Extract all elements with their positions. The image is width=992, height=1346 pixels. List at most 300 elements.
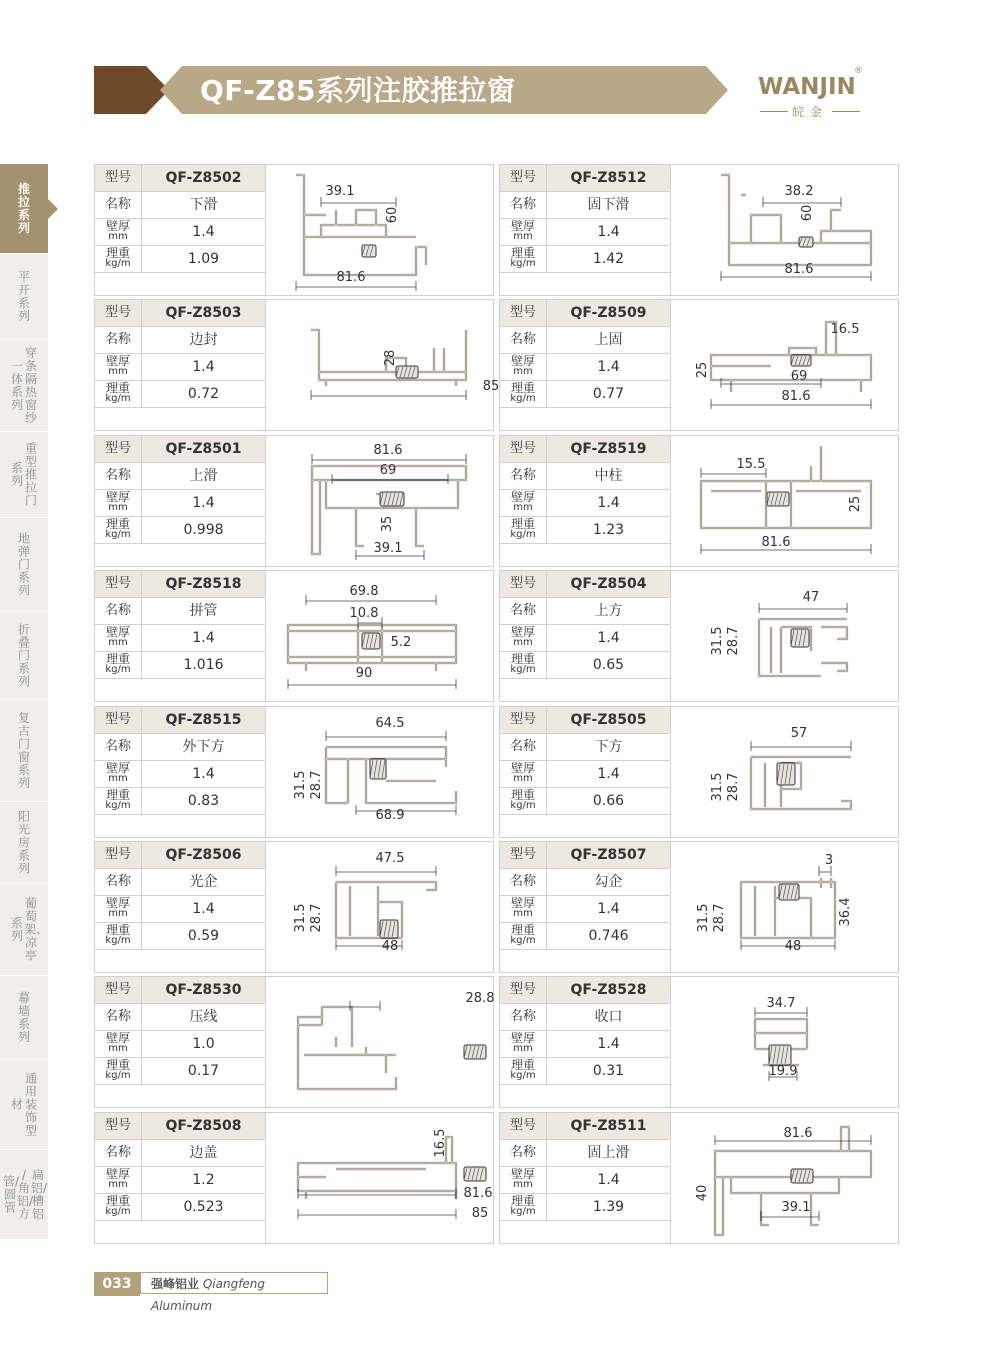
spec-blank: [95, 946, 266, 972]
spec-row-model: [500, 977, 670, 1004]
spec-row-wall-thickness: [500, 490, 670, 517]
spec-label-model: 型号: [500, 436, 547, 462]
sidebar-item-2[interactable]: [0, 254, 48, 340]
spec-label-weight: 理重 kg/m: [95, 788, 142, 814]
spec-row-model: [95, 436, 265, 463]
spec-blank: [500, 1217, 671, 1243]
sidebar-item-1[interactable]: [0, 164, 48, 254]
sidebar-item-label: 幕墙系列: [17, 990, 30, 1044]
dimension-label: 15.5: [736, 456, 766, 472]
spec-value-wall-thickness: 1.4: [142, 354, 266, 380]
spec-row-wall-thickness: [95, 1167, 265, 1194]
spec-label-model: 型号: [95, 977, 142, 1003]
dimension-label: 69: [790, 369, 808, 385]
spec-row-model: [95, 707, 265, 734]
profile-outline: [298, 1007, 396, 1089]
spec-row-model: [500, 1113, 670, 1140]
page-number: 033: [94, 1272, 140, 1296]
spec-value-name: 边封: [142, 327, 266, 353]
spec-blank: [95, 675, 266, 701]
profile-inner: [326, 747, 456, 803]
spec-value-model: QF-Z8512: [547, 165, 671, 191]
spec-row-model: [500, 300, 670, 327]
spec-blank: [95, 1217, 266, 1243]
spec-row-model: [95, 1113, 265, 1140]
spec-label-weight: 理重 kg/m: [95, 246, 142, 272]
dimension-label: 31.5: [710, 626, 725, 656]
spec-label-weight: 理重 kg/m: [500, 381, 547, 407]
profile-drawing: [671, 436, 898, 566]
product-card: [499, 1112, 899, 1244]
dimension-label: 31.5: [293, 903, 308, 933]
spec-label-weight: 理重 kg/m: [500, 1058, 547, 1084]
spec-table: [95, 707, 265, 815]
spec-value-wall-thickness: 1.4: [142, 761, 266, 787]
page-title: QF-Z85系列注胶推拉窗: [200, 74, 516, 107]
spec-label-wall-thickness: 壁厚 mm: [95, 896, 142, 922]
dimension-label: 57: [790, 725, 808, 741]
spec-value-weight: 0.72: [142, 381, 266, 407]
spec-label-name: 名称: [500, 1004, 547, 1030]
spec-row-wall-thickness: [95, 1031, 265, 1058]
dimension-label: 25: [695, 362, 710, 379]
spec-label-weight: 理重 kg/m: [500, 246, 547, 272]
profile-drawing: [266, 842, 493, 972]
spec-value-name: 中柱: [547, 463, 671, 489]
product-card: [94, 976, 494, 1108]
sidebar-item-label: 材: [10, 1097, 23, 1111]
spec-label-wall-thickness: 壁厚 mm: [500, 896, 547, 922]
spec-table: [95, 842, 265, 950]
sidebar-item-label: 地弹门系列: [17, 531, 30, 597]
profile-inner: [296, 175, 426, 275]
dimension-label: 31.5: [710, 772, 725, 802]
dimension-label: 31.5: [293, 770, 308, 800]
spec-blank: [500, 946, 671, 972]
dimension-label: 68.9: [375, 807, 405, 823]
profile-drawing: [266, 300, 500, 430]
spec-value-weight: 0.998: [142, 517, 266, 543]
spec-row-wall-thickness: [95, 761, 265, 788]
spec-value-model: QF-Z8504: [547, 571, 671, 597]
spec-value-name: 上滑: [142, 463, 266, 489]
spec-value-name: 光企: [142, 869, 266, 895]
dimension-label: 34.7: [766, 996, 796, 1012]
dimension-label: 3: [824, 853, 834, 868]
spec-value-wall-thickness: 1.4: [142, 490, 266, 516]
spec-label-wall-thickness: 壁厚 mm: [500, 1031, 547, 1057]
spec-value-model: QF-Z8501: [142, 436, 266, 462]
spec-value-model: QF-Z8518: [142, 571, 266, 597]
spec-value-wall-thickness: 1.4: [547, 354, 671, 380]
spec-row-name: [500, 192, 670, 219]
product-card: [94, 435, 494, 567]
profile-drawing: [671, 977, 898, 1107]
profile-drawing: [266, 707, 493, 837]
spec-label-weight: 理重 kg/m: [95, 1194, 142, 1220]
spec-label-name: 名称: [95, 327, 142, 353]
dimension-label: 39.1: [325, 184, 355, 199]
spec-row-name: [95, 327, 265, 354]
spec-row-model: [95, 977, 265, 1004]
spec-table: [95, 571, 265, 679]
spec-label-name: 名称: [500, 327, 547, 353]
spec-label-model: 型号: [500, 571, 547, 597]
header-accent-shape: [94, 66, 169, 114]
spec-label-wall-thickness: 壁厚 mm: [500, 625, 547, 651]
spec-label-model: 型号: [500, 707, 547, 733]
spec-value-wall-thickness: 1.4: [547, 1031, 671, 1057]
sidebar-item-label: 系列: [10, 460, 23, 488]
spec-blank: [95, 1081, 266, 1107]
spec-label-model: 型号: [500, 165, 547, 191]
dimension-label: 64.5: [375, 715, 405, 731]
sidebar-item-9[interactable]: [0, 884, 48, 976]
sidebar-item-4[interactable]: [0, 432, 48, 518]
spec-value-model: QF-Z8503: [142, 300, 266, 326]
spec-table: [500, 707, 670, 815]
profile-drawing-svg: [266, 842, 493, 972]
spec-value-weight: 0.31: [547, 1058, 671, 1084]
spec-label-model: 型号: [95, 842, 142, 868]
spec-value-wall-thickness: 1.4: [547, 896, 671, 922]
sidebar-item-12[interactable]: [0, 1150, 48, 1240]
spec-blank: [95, 811, 266, 837]
spec-label-wall-thickness: 壁厚 mm: [95, 625, 142, 651]
dimension-label: 69: [379, 462, 397, 478]
spec-row-name: [95, 598, 265, 625]
spec-value-weight: 0.77: [547, 381, 671, 407]
profile-drawing: [671, 842, 898, 972]
sidebar-item-11[interactable]: [0, 1060, 48, 1150]
spec-value-model: QF-Z8507: [547, 842, 671, 868]
spec-row-wall-thickness: [95, 219, 265, 246]
spec-value-name: 上方: [547, 598, 671, 624]
spec-row-wall-thickness: [500, 1167, 670, 1194]
spec-label-model: 型号: [95, 436, 142, 462]
dimension-label: 38.2: [784, 184, 814, 199]
spec-row-name: [95, 463, 265, 490]
product-card: [94, 570, 494, 702]
dimension-label: 40: [695, 1184, 710, 1202]
profile-drawing: [671, 707, 898, 837]
spec-row-name: [95, 734, 265, 761]
spec-row-name: [95, 1140, 265, 1167]
spec-value-weight: 0.523: [142, 1194, 266, 1220]
product-card: [94, 841, 494, 973]
product-card: [94, 164, 494, 296]
profile-drawing-svg: [266, 977, 493, 1107]
spec-row-model: [500, 165, 670, 192]
spec-value-name: 固下滑: [547, 192, 671, 218]
spec-value-wall-thickness: 1.4: [142, 625, 266, 651]
spec-label-weight: 理重 kg/m: [500, 923, 547, 949]
dimension-label: 48: [381, 939, 399, 954]
spec-row-name: [500, 869, 670, 896]
spec-row-model: [500, 707, 670, 734]
profile-inner: [701, 446, 871, 528]
spec-row-name: [500, 598, 670, 625]
spec-value-model: QF-Z8519: [547, 436, 671, 462]
dimension-label: 90: [355, 666, 373, 682]
spec-label-wall-thickness: 壁厚 mm: [500, 761, 547, 787]
dimension-label: 28: [383, 350, 398, 367]
profile-drawing: [671, 300, 898, 430]
spec-value-name: 边盖: [142, 1140, 266, 1166]
dimension-label: 19.9: [768, 1064, 798, 1080]
sidebar-item-label: 一体系列: [10, 358, 23, 412]
dimension-label: 85: [482, 379, 500, 395]
dimension-label: 47: [802, 590, 820, 606]
spec-row-model: [500, 842, 670, 869]
spec-blank: [95, 540, 266, 566]
spec-row-model: [95, 842, 265, 869]
registered-mark: ®: [854, 66, 863, 76]
profile-drawing-svg: [671, 707, 898, 837]
profile-drawing: [266, 571, 493, 701]
spec-label-wall-thickness: 壁厚 mm: [95, 761, 142, 787]
spec-row-name: [500, 1004, 670, 1031]
sidebar-item-label: 系列: [10, 915, 23, 943]
spec-label-weight: 理重 kg/m: [95, 517, 142, 543]
spec-label-weight: 理重 kg/m: [95, 923, 142, 949]
product-card: [499, 570, 899, 702]
dimension-label: 28.7: [726, 626, 741, 656]
spec-table: [500, 300, 670, 408]
spec-label-weight: 理重 kg/m: [95, 652, 142, 678]
spec-label-weight: 理重 kg/m: [500, 652, 547, 678]
spec-label-name: 名称: [95, 463, 142, 489]
sidebar-item-6[interactable]: [0, 612, 48, 700]
spec-table: [500, 436, 670, 544]
spec-row-wall-thickness: [500, 219, 670, 246]
spec-label-name: 名称: [95, 869, 142, 895]
spec-label-name: 名称: [500, 734, 547, 760]
product-card: [499, 976, 899, 1108]
spec-label-name: 名称: [95, 734, 142, 760]
spec-blank: [500, 404, 671, 430]
sidebar-item-7[interactable]: [0, 700, 48, 802]
spec-label-name: 名称: [500, 192, 547, 218]
spec-row-name: [500, 327, 670, 354]
profile-drawing-svg: [671, 977, 898, 1107]
spec-value-name: 勾企: [547, 869, 671, 895]
dimension-label: 28.7: [726, 772, 741, 802]
spec-value-wall-thickness: 1.2: [142, 1167, 266, 1193]
page-footer: [94, 1272, 330, 1313]
spec-value-weight: 0.83: [142, 788, 266, 814]
dimension-label: 69.8: [349, 584, 379, 600]
spec-label-wall-thickness: 壁厚 mm: [500, 354, 547, 380]
spec-row-model: [95, 300, 265, 327]
sidebar-item-10[interactable]: [0, 976, 48, 1060]
sidebar-item-label: /角铝/方: [17, 1167, 34, 1221]
spec-blank: [95, 404, 266, 430]
spec-value-wall-thickness: 1.4: [547, 761, 671, 787]
spec-label-model: 型号: [95, 571, 142, 597]
spec-value-model: QF-Z8528: [547, 977, 671, 1003]
spec-label-wall-thickness: 壁厚 mm: [95, 490, 142, 516]
product-card: [499, 841, 899, 973]
profile-drawing-svg: [266, 165, 493, 295]
spec-label-wall-thickness: 壁厚 mm: [95, 354, 142, 380]
spec-label-weight: 理重 kg/m: [95, 381, 142, 407]
sidebar-item-label: 平开系列: [17, 269, 30, 323]
spec-row-wall-thickness: [95, 625, 265, 652]
spec-row-wall-thickness: [500, 761, 670, 788]
spec-value-model: QF-Z8511: [547, 1113, 671, 1139]
dimension-label: 81.6: [373, 442, 403, 458]
profile-drawing-svg: [266, 300, 500, 430]
logo-chinese: 皖金: [792, 105, 829, 119]
spec-row-model: [500, 436, 670, 463]
spec-table: [95, 165, 265, 273]
dimension-label: 81.6: [336, 270, 366, 285]
product-card: [94, 1112, 494, 1244]
spec-value-model: QF-Z8502: [142, 165, 266, 191]
spec-row-wall-thickness: [500, 625, 670, 652]
footer-company: [140, 1272, 328, 1313]
spec-label-name: 名称: [95, 1004, 142, 1030]
spec-value-weight: 0.59: [142, 923, 266, 949]
spec-table: [500, 571, 670, 679]
sidebar-item-label: 折叠门系列: [17, 622, 30, 688]
product-card: [499, 299, 899, 431]
profile-drawing: [266, 165, 493, 295]
dimension-label: 81.6: [781, 389, 811, 405]
logo-wordmark: WANJIN: [758, 74, 856, 100]
profile-drawing: [671, 571, 898, 701]
logo-rule-right: [832, 111, 860, 112]
spec-value-model: QF-Z8509: [547, 300, 671, 326]
spec-table: [95, 300, 265, 408]
spec-label-wall-thickness: 壁厚 mm: [500, 1167, 547, 1193]
dimension-label: 35: [380, 515, 395, 533]
spec-blank: [500, 1081, 671, 1107]
spec-row-name: [95, 869, 265, 896]
dimension-label: 16.5: [830, 322, 860, 338]
sidebar-item-8[interactable]: [0, 802, 48, 884]
dimension-label: 10.8: [349, 606, 379, 622]
spec-value-model: QF-Z8515: [142, 707, 266, 733]
dimension-label: 81.6: [761, 534, 791, 550]
spec-table: [95, 977, 265, 1085]
spec-value-model: QF-Z8530: [142, 977, 266, 1003]
dimension-label: 36.4: [838, 897, 853, 927]
dimension-label: 81.6: [783, 1125, 813, 1141]
dimension-label: 28.8: [465, 991, 495, 1007]
dimension-label: 39.1: [781, 1199, 811, 1215]
spec-row-name: [500, 463, 670, 490]
spec-label-name: 名称: [95, 192, 142, 218]
dimension-label: 60: [800, 204, 815, 222]
spec-blank: [500, 540, 671, 566]
profile-drawing-svg: [671, 165, 898, 295]
company-name-en: Qiangfeng Aluminum: [151, 1277, 266, 1313]
spec-row-wall-thickness: [95, 896, 265, 923]
spec-label-name: 名称: [500, 598, 547, 624]
spec-label-model: 型号: [95, 165, 142, 191]
sidebar-item-label: 阳光房系列: [17, 809, 30, 875]
sidebar-item-5[interactable]: [0, 518, 48, 612]
spec-value-wall-thickness: 1.0: [142, 1031, 266, 1057]
dimension-label: 81.6: [463, 1185, 493, 1201]
dimension-label: 28.7: [712, 903, 727, 933]
dimension-label: 48: [784, 939, 802, 954]
dimension-label: 39.1: [373, 540, 403, 556]
product-card: [94, 706, 494, 838]
spec-label-wall-thickness: 壁厚 mm: [95, 219, 142, 245]
sidebar-item-label: 推拉系列: [17, 181, 30, 235]
spec-value-weight: 1.42: [547, 246, 671, 272]
profile-drawing: [266, 436, 493, 566]
profile-drawing-svg: [266, 571, 493, 701]
dimension-label: 5.2: [390, 635, 412, 651]
brand-logo: [752, 66, 872, 120]
spec-value-weight: 1.39: [547, 1194, 671, 1220]
spec-table: [500, 977, 670, 1085]
spec-value-weight: 0.65: [547, 652, 671, 678]
spec-row-model: [500, 571, 670, 598]
dimension-label: 25: [848, 495, 863, 513]
spec-row-name: [500, 1140, 670, 1167]
profile-drawing-svg: [671, 300, 898, 430]
sidebar-item-3[interactable]: [0, 340, 48, 432]
profile-drawing-svg: [671, 571, 898, 701]
spec-label-model: 型号: [95, 300, 142, 326]
spec-value-model: QF-Z8506: [142, 842, 266, 868]
sidebar-item-label: 重型推拉门: [24, 441, 37, 507]
profile-drawing: [671, 165, 898, 295]
product-card: [94, 299, 500, 431]
spec-label-model: 型号: [500, 977, 547, 1003]
dimension-label: 28.7: [309, 903, 324, 933]
spec-value-model: QF-Z8508: [142, 1113, 266, 1139]
spec-row-wall-thickness: [500, 896, 670, 923]
spec-table: [95, 436, 265, 544]
profile-outline: [701, 446, 871, 528]
spec-value-name: 拼管: [142, 598, 266, 624]
sidebar-item-label: 扁铝/槽铝: [31, 1167, 48, 1221]
spec-value-model: QF-Z8505: [547, 707, 671, 733]
profile-drawing-svg: [671, 842, 898, 972]
spec-value-weight: 0.746: [547, 923, 671, 949]
spec-table: [95, 1113, 265, 1221]
profile-drawing: [266, 1113, 493, 1243]
spec-value-name: 外下方: [142, 734, 266, 760]
spec-label-model: 型号: [500, 300, 547, 326]
spec-label-weight: 理重 kg/m: [500, 788, 547, 814]
profile-drawing: [266, 977, 493, 1107]
spec-row-wall-thickness: [500, 354, 670, 381]
spec-label-wall-thickness: 壁厚 mm: [95, 1031, 142, 1057]
spec-blank: [500, 811, 671, 837]
spec-value-wall-thickness: 1.4: [547, 1167, 671, 1193]
sidebar-item-label: 管/圆管: [3, 1174, 20, 1214]
spec-label-wall-thickness: 壁厚 mm: [500, 490, 547, 516]
spec-label-weight: 理重 kg/m: [95, 1058, 142, 1084]
sidebar-item-label: 复古门窗系列: [17, 710, 30, 790]
spec-label-model: 型号: [95, 707, 142, 733]
spec-row-wall-thickness: [500, 1031, 670, 1058]
product-card: [499, 435, 899, 567]
sidebar-item-label: 葡萄架、凉亭: [24, 896, 49, 962]
spec-row-model: [95, 165, 265, 192]
spec-row-name: [500, 734, 670, 761]
logo-rule-left: [760, 111, 788, 112]
dimension-label: 47.5: [375, 851, 405, 866]
dimension-label: 60: [385, 206, 400, 224]
